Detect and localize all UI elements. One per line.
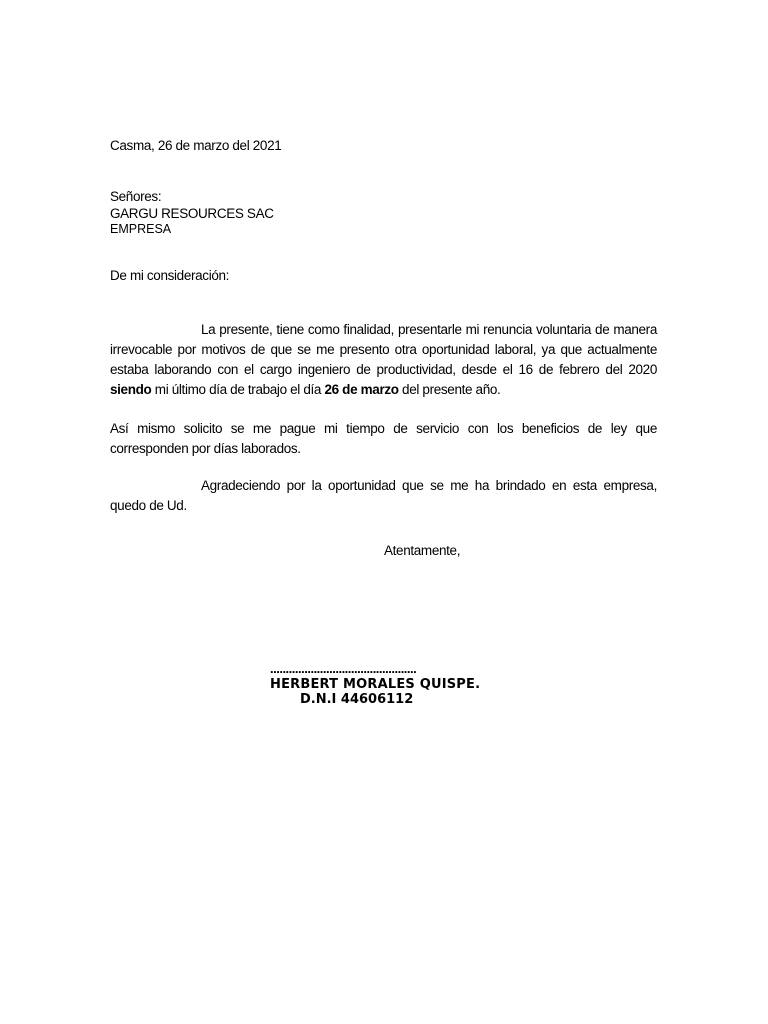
signature-line: ............................................... <box>270 661 417 676</box>
bold-siendo: siendo <box>110 382 152 397</box>
signature-dni: D.N.I 44606112 <box>300 692 414 707</box>
place-date: Casma, 26 de marzo del 2021 <box>110 138 282 153</box>
company-name: GARGU RESOURCES SAC <box>110 206 274 221</box>
paragraph-thanks: Agradeciendo por la oportunidad que se me ha brindado en esta empresa, quedo de Ud. <box>110 478 657 513</box>
paragraph-payment: Así mismo solicito se me pague mi tiempo de servicio con los beneficios de ley que corresponden por días laborados. <box>110 421 657 456</box>
greeting: De mi consideración: <box>110 268 230 283</box>
signature-name: HERBERT MORALES QUISPE. <box>270 677 481 692</box>
paragraph-resignation: La presente, tiene como finalidad, presentarle mi renuncia voluntaria de manera irrevocable por motivos de que se me presento otra oportunidad laboral, ya que actualmente estaba laborando con el cargo ingeniero de productividad, desde el 16 de febrero del 2020 siendo mi último día de trabajo el día 26 de marzo del presente año. <box>110 322 657 397</box>
bold-date: 26 de marzo <box>324 382 399 397</box>
closing: Atentamente, <box>384 543 461 558</box>
company-type: EMPRESA <box>110 222 172 236</box>
salutation-label: Señores: <box>110 189 162 204</box>
